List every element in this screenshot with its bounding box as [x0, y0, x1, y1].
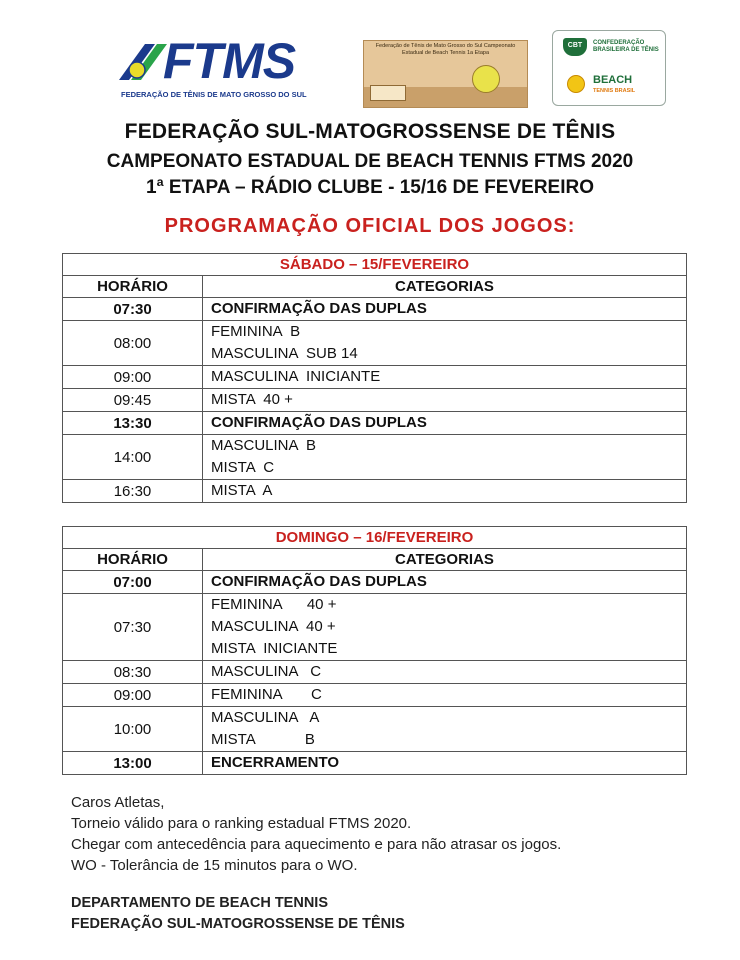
category-line: MASCULINA SUB 14	[211, 345, 358, 362]
program-title: PROGRAMAÇÃO OFICIAL DOS JOGOS:	[164, 215, 576, 237]
cbt-shield-icon: CBT	[563, 38, 587, 56]
sunday-schedule-table	[62, 526, 687, 775]
category-line: CONFIRMAÇÃO DAS DUPLAS	[211, 414, 427, 431]
note-line: WO - Tolerância de 15 minutos para o WO.	[71, 857, 358, 874]
time-cell: 16:30	[63, 480, 203, 503]
table-row	[63, 752, 687, 775]
time-cell: 10:00	[63, 707, 203, 752]
category-line: FEMININA C	[211, 686, 322, 703]
table-row	[63, 480, 687, 503]
category-cell	[203, 366, 687, 389]
beach-word: BEACH	[593, 74, 633, 86]
logo-bar	[0, 30, 740, 110]
category-line: CONFIRMAÇÃO DAS DUPLAS	[211, 573, 427, 590]
category-line: MISTA B	[211, 731, 315, 748]
table-row	[63, 707, 687, 752]
time-cell: 14:00	[63, 435, 203, 480]
table-row	[63, 366, 687, 389]
category-line: FEMININA 40 +	[211, 596, 337, 613]
table-row	[63, 321, 687, 366]
table-row	[63, 435, 687, 480]
table-row	[63, 684, 687, 707]
category-cell	[203, 707, 687, 752]
category-line: CONFIRMAÇÃO DAS DUPLAS	[211, 300, 427, 317]
time-cell: 13:30	[63, 412, 203, 435]
cbt-name: CONFEDERAÇÃO BRASILEIRA DE TÊNIS	[593, 40, 659, 53]
note-line: Chegar com antecedência para aquecimento e para não atrasar os jogos.	[71, 836, 562, 853]
category-line: MISTA A	[211, 482, 273, 499]
beach-tennis-brand	[593, 75, 635, 97]
cbt-beach-tennis-logo	[552, 30, 666, 106]
table-row	[63, 571, 687, 594]
category-cell	[203, 321, 687, 366]
federation-title: FEDERAÇÃO SUL-MATOGROSSENSE DE TÊNIS	[124, 120, 616, 143]
poster-info-box	[370, 85, 406, 101]
time-column-header: HORÁRIO	[63, 549, 203, 571]
time-cell: 09:45	[63, 389, 203, 412]
category-cell	[203, 298, 687, 321]
category-cell	[203, 412, 687, 435]
notes	[71, 792, 561, 876]
category-cell	[203, 571, 687, 594]
poster-title: Federação de Tênis de Mato Grosso do Sul Campeonato Estadual de Beach Tennis 1a Etapa	[375, 43, 516, 56]
table-row	[63, 661, 687, 684]
category-line: MASCULINA C	[211, 663, 322, 680]
category-column-header: CATEGORIAS	[203, 276, 687, 298]
time-cell: 08:30	[63, 661, 203, 684]
stage-title: 1ª ETAPA – RÁDIO CLUBE - 15/16 DE FEVEREIRO	[146, 177, 594, 198]
time-cell: 09:00	[63, 684, 203, 707]
sunday-day-header: DOMINGO – 16/FEVEREIRO	[63, 527, 687, 549]
time-cell: 13:00	[63, 752, 203, 775]
category-line: MISTA 40 +	[211, 391, 293, 408]
federation-name: FEDERAÇÃO SUL-MATOGROSSENSE DE TÊNIS	[71, 916, 405, 932]
event-poster-thumbnail	[363, 40, 528, 108]
category-line: MASCULINA 40 +	[211, 618, 336, 635]
ftms-wordmark: FTMS	[163, 33, 296, 89]
beach-sub: TENNIS BRASIL	[593, 88, 636, 94]
beach-ball-icon	[567, 75, 585, 93]
time-cell: 07:30	[63, 594, 203, 661]
category-column-header: CATEGORIAS	[203, 549, 687, 571]
table-row	[63, 594, 687, 661]
note-line: Torneio válido para o ranking estadual FTMS 2020.	[71, 815, 412, 832]
category-line: MASCULINA INICIANTE	[211, 368, 381, 385]
time-cell: 07:00	[63, 571, 203, 594]
time-column-header: HORÁRIO	[63, 276, 203, 298]
category-line: MISTA C	[211, 459, 275, 476]
category-cell	[203, 594, 687, 661]
category-cell	[203, 389, 687, 412]
tennis-ball-icon	[472, 65, 500, 93]
saturday-schedule-table	[62, 253, 687, 503]
category-cell	[203, 480, 687, 503]
championship-title: CAMPEONATO ESTADUAL DE BEACH TENNIS FTMS 2020	[106, 151, 634, 172]
time-cell: 09:00	[63, 366, 203, 389]
department-name: DEPARTAMENTO DE BEACH TENNIS	[71, 895, 328, 911]
category-line: MASCULINA A	[211, 709, 320, 726]
category-line: FEMININA B	[211, 323, 301, 340]
signature-block	[71, 893, 405, 935]
category-cell	[203, 435, 687, 480]
category-cell	[203, 684, 687, 707]
time-cell: 07:30	[63, 298, 203, 321]
category-line: ENCERRAMENTO	[211, 754, 340, 771]
table-row	[63, 412, 687, 435]
table-row	[63, 298, 687, 321]
category-cell	[203, 661, 687, 684]
table-row	[63, 389, 687, 412]
note-line: Caros Atletas,	[71, 794, 165, 811]
ftms-logo	[115, 33, 347, 104]
ftms-subtitle: FEDERAÇÃO DE TÊNIS DE MATO GROSSO DO SUL	[121, 90, 307, 99]
category-cell	[203, 752, 687, 775]
saturday-day-header: SÁBADO – 15/FEVEREIRO	[63, 254, 687, 276]
category-line: MASCULINA B	[211, 437, 317, 454]
category-line: MISTA INICIANTE	[211, 640, 338, 657]
time-cell: 08:00	[63, 321, 203, 366]
